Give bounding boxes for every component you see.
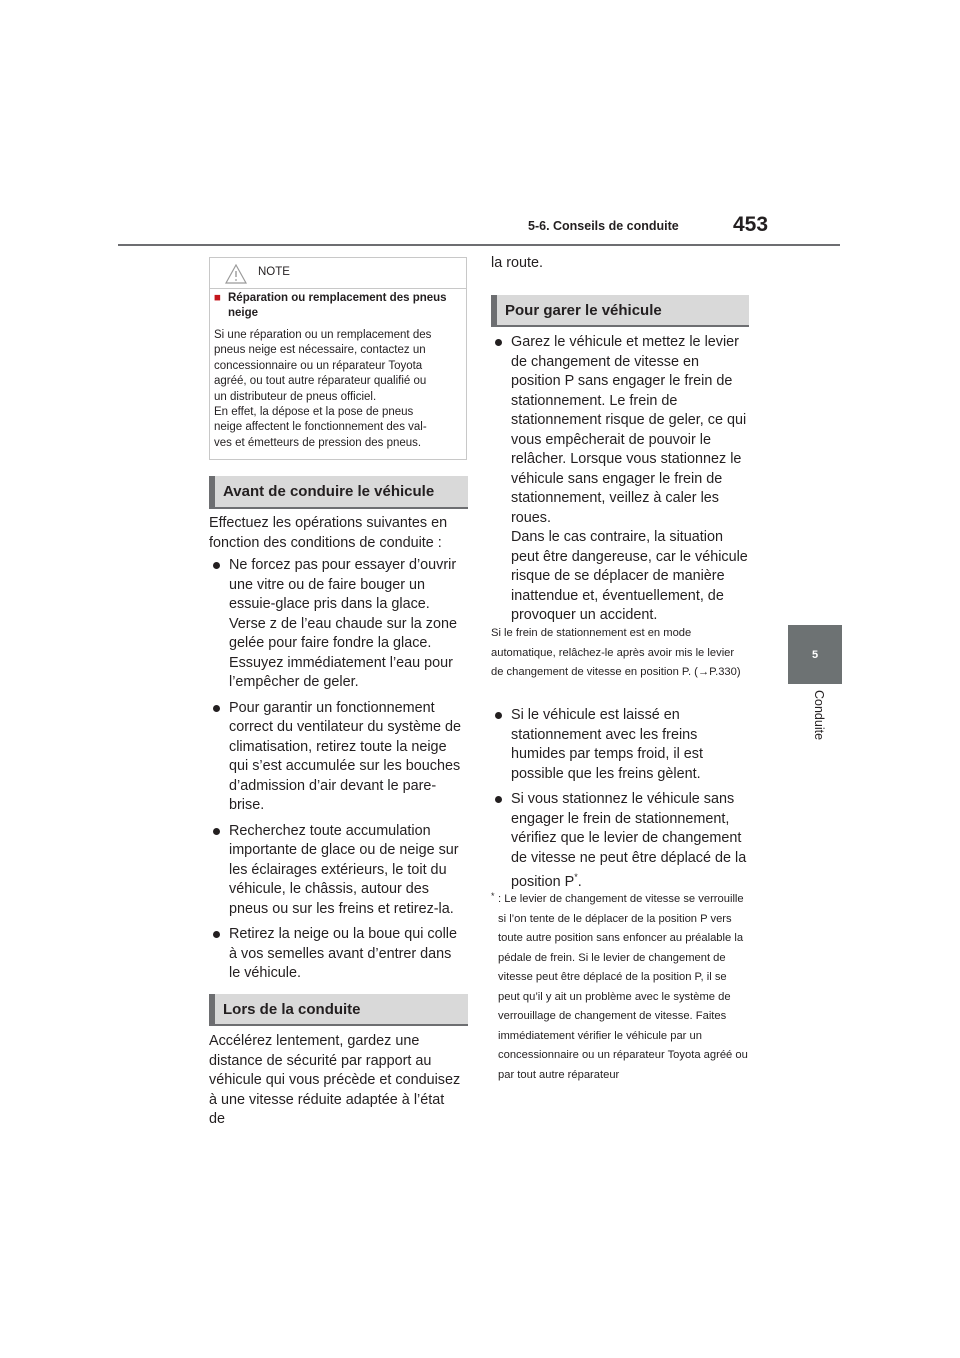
chapter-tab: [788, 625, 842, 684]
section-intro: Effectuez les opérations suivantes en fonction des conditions de conduite :: [209, 515, 448, 551]
note-line: concessionnaire ou un réparateur Toyota: [214, 359, 423, 372]
section-heading-while-driving: Lors de la conduite: [209, 994, 468, 1026]
warning-icon: [225, 264, 247, 284]
note-line: pneus neige est nécessaire, contactez un: [214, 344, 426, 357]
list-item: Si le véhicule est laissé en stationnement avec les freins humides par temps froid, il est possible que les freins gèlent.: [493, 706, 749, 784]
note-line: Si une réparation ou un remplacement des: [214, 329, 432, 341]
bullet-extra: Dans le cas contraire, la situation peut être dangereuse, car le véhicule risque de se déplacer de manière inattendue et, éventuellement, de provoquer un accident.: [511, 529, 748, 623]
bullet-icon: [495, 712, 502, 719]
list-item: Pour garantir un fonctionnement correct du ventilateur du système de climatisation, retirez toute la neige qui s’est accumulée sur les bouches d’admission d’air devant le pare-brise.: [211, 699, 463, 816]
bullet-icon: [213, 562, 220, 569]
list-item: Ne forcez pas pour essayer d’ouvrir une vitre ou de faire bouger un essuie-glace pris dans la glace. Verse z de l’eau chaude sur la zone gelée pour faire fondre la glace. Essuyez immédiatement l’eau pour l’empêcher de geler.: [211, 556, 463, 693]
chapter-label: Conduite: [812, 690, 826, 741]
list-item: Recherchez toute accumulation importante de glace ou de neige sur les éclairages extérieurs, le toit du véhicule, le châssis, autour des pneus ou sur les freins et retirez-la.: [211, 822, 463, 920]
bullet-icon: [495, 339, 502, 346]
while-driving-text: Accélérez lentement, gardez une distance de sécurité par rapport au véhicule qui vous précède et conduisez à une vitesse réduite adaptée à l’état de: [209, 1033, 461, 1127]
section-header: 5-6. Conseils de conduite: [528, 219, 679, 233]
red-square-icon: ■: [214, 292, 221, 304]
small-note: Si le frein de stationnement est en mode automatique, relâchez-le après avoir mis le levier de changement de vitesse en position P. (→P.330): [491, 627, 741, 678]
note-line: un distributeur de pneus officiel.: [214, 390, 377, 403]
section-heading-before-driving: Avant de conduire le véhicule: [209, 476, 468, 509]
note-line: neige affectent le fonctionnement des val-: [214, 421, 427, 434]
parking-list-2: [493, 706, 749, 896]
section-heading-parking: Pour garer le véhicule: [491, 295, 749, 327]
list-item: Retirez la neige ou la boue qui colle à vos semelles avant d’entrer dans le véhicule.: [211, 925, 463, 984]
page-number: 453: [733, 213, 769, 236]
continued-text: la route.: [491, 255, 543, 271]
footnote: [491, 890, 749, 1085]
footnote-ref: *: [574, 872, 578, 882]
note-subheading-text: Réparation ou remplacement des pneus neige: [228, 292, 447, 319]
bullet-icon: [495, 796, 502, 803]
bullet-icon: [213, 931, 220, 938]
before-driving-list: [211, 556, 463, 988]
note-header: [210, 258, 466, 289]
bullet-icon: [213, 705, 220, 712]
parking-list-1: [493, 333, 749, 630]
note-line: En effet, la dépose et la pose de pneus: [214, 406, 414, 419]
note-line: ves et émetteurs de pression des pneus.: [214, 436, 422, 449]
note-body: [214, 328, 464, 451]
note-title: NOTE: [258, 266, 290, 278]
note-subheading: [214, 291, 462, 321]
footnote-text: : Le levier de changement de vitesse se verrouille si l’on tente de le déplacer de la position P vers toute autre position sans enfoncer au préalable la pédale de frein. Si le levier de changement de vitesse peut être déplacé de la position P, il se peut qu’il y ait un problème avec le système de verrouillage de changement de vitesse. Faites immédiatement vérifier le véhicule par un concessionnaire ou un réparateur Toyota agréé ou par tout autre réparateur: [498, 893, 748, 1081]
list-item: Garez le véhicule et mettez le levier de changement de vitesse en position P sans engager le frein de stationnement. Le frein de stationnement risque de geler, ce qui vous empêcherait de pouvoir le relâcher. Lorsque vous stationnez le véhicule sans engager le frein de stationnement, veillez à caler les roues. Dans le cas contraire, la situation peut être dangereuse, car le véhicule risque de se déplacer de manière inattendue et, éventuellement, de provoquer un accident.: [493, 333, 749, 626]
note-box: [209, 257, 467, 460]
list-item: Si vous stationnez le véhicule sans engager le frein de stationnement, vérifiez que le levier de changement de vitesse ne peut être déplacé de la position P*.: [493, 790, 749, 892]
bullet-icon: [213, 828, 220, 835]
note-line: agréé, ou tout autre réparateur qualifié ou: [214, 375, 427, 388]
chapter-number: 5: [811, 648, 819, 661]
footnote-mark: *: [491, 891, 495, 901]
header-divider: [118, 244, 840, 246]
